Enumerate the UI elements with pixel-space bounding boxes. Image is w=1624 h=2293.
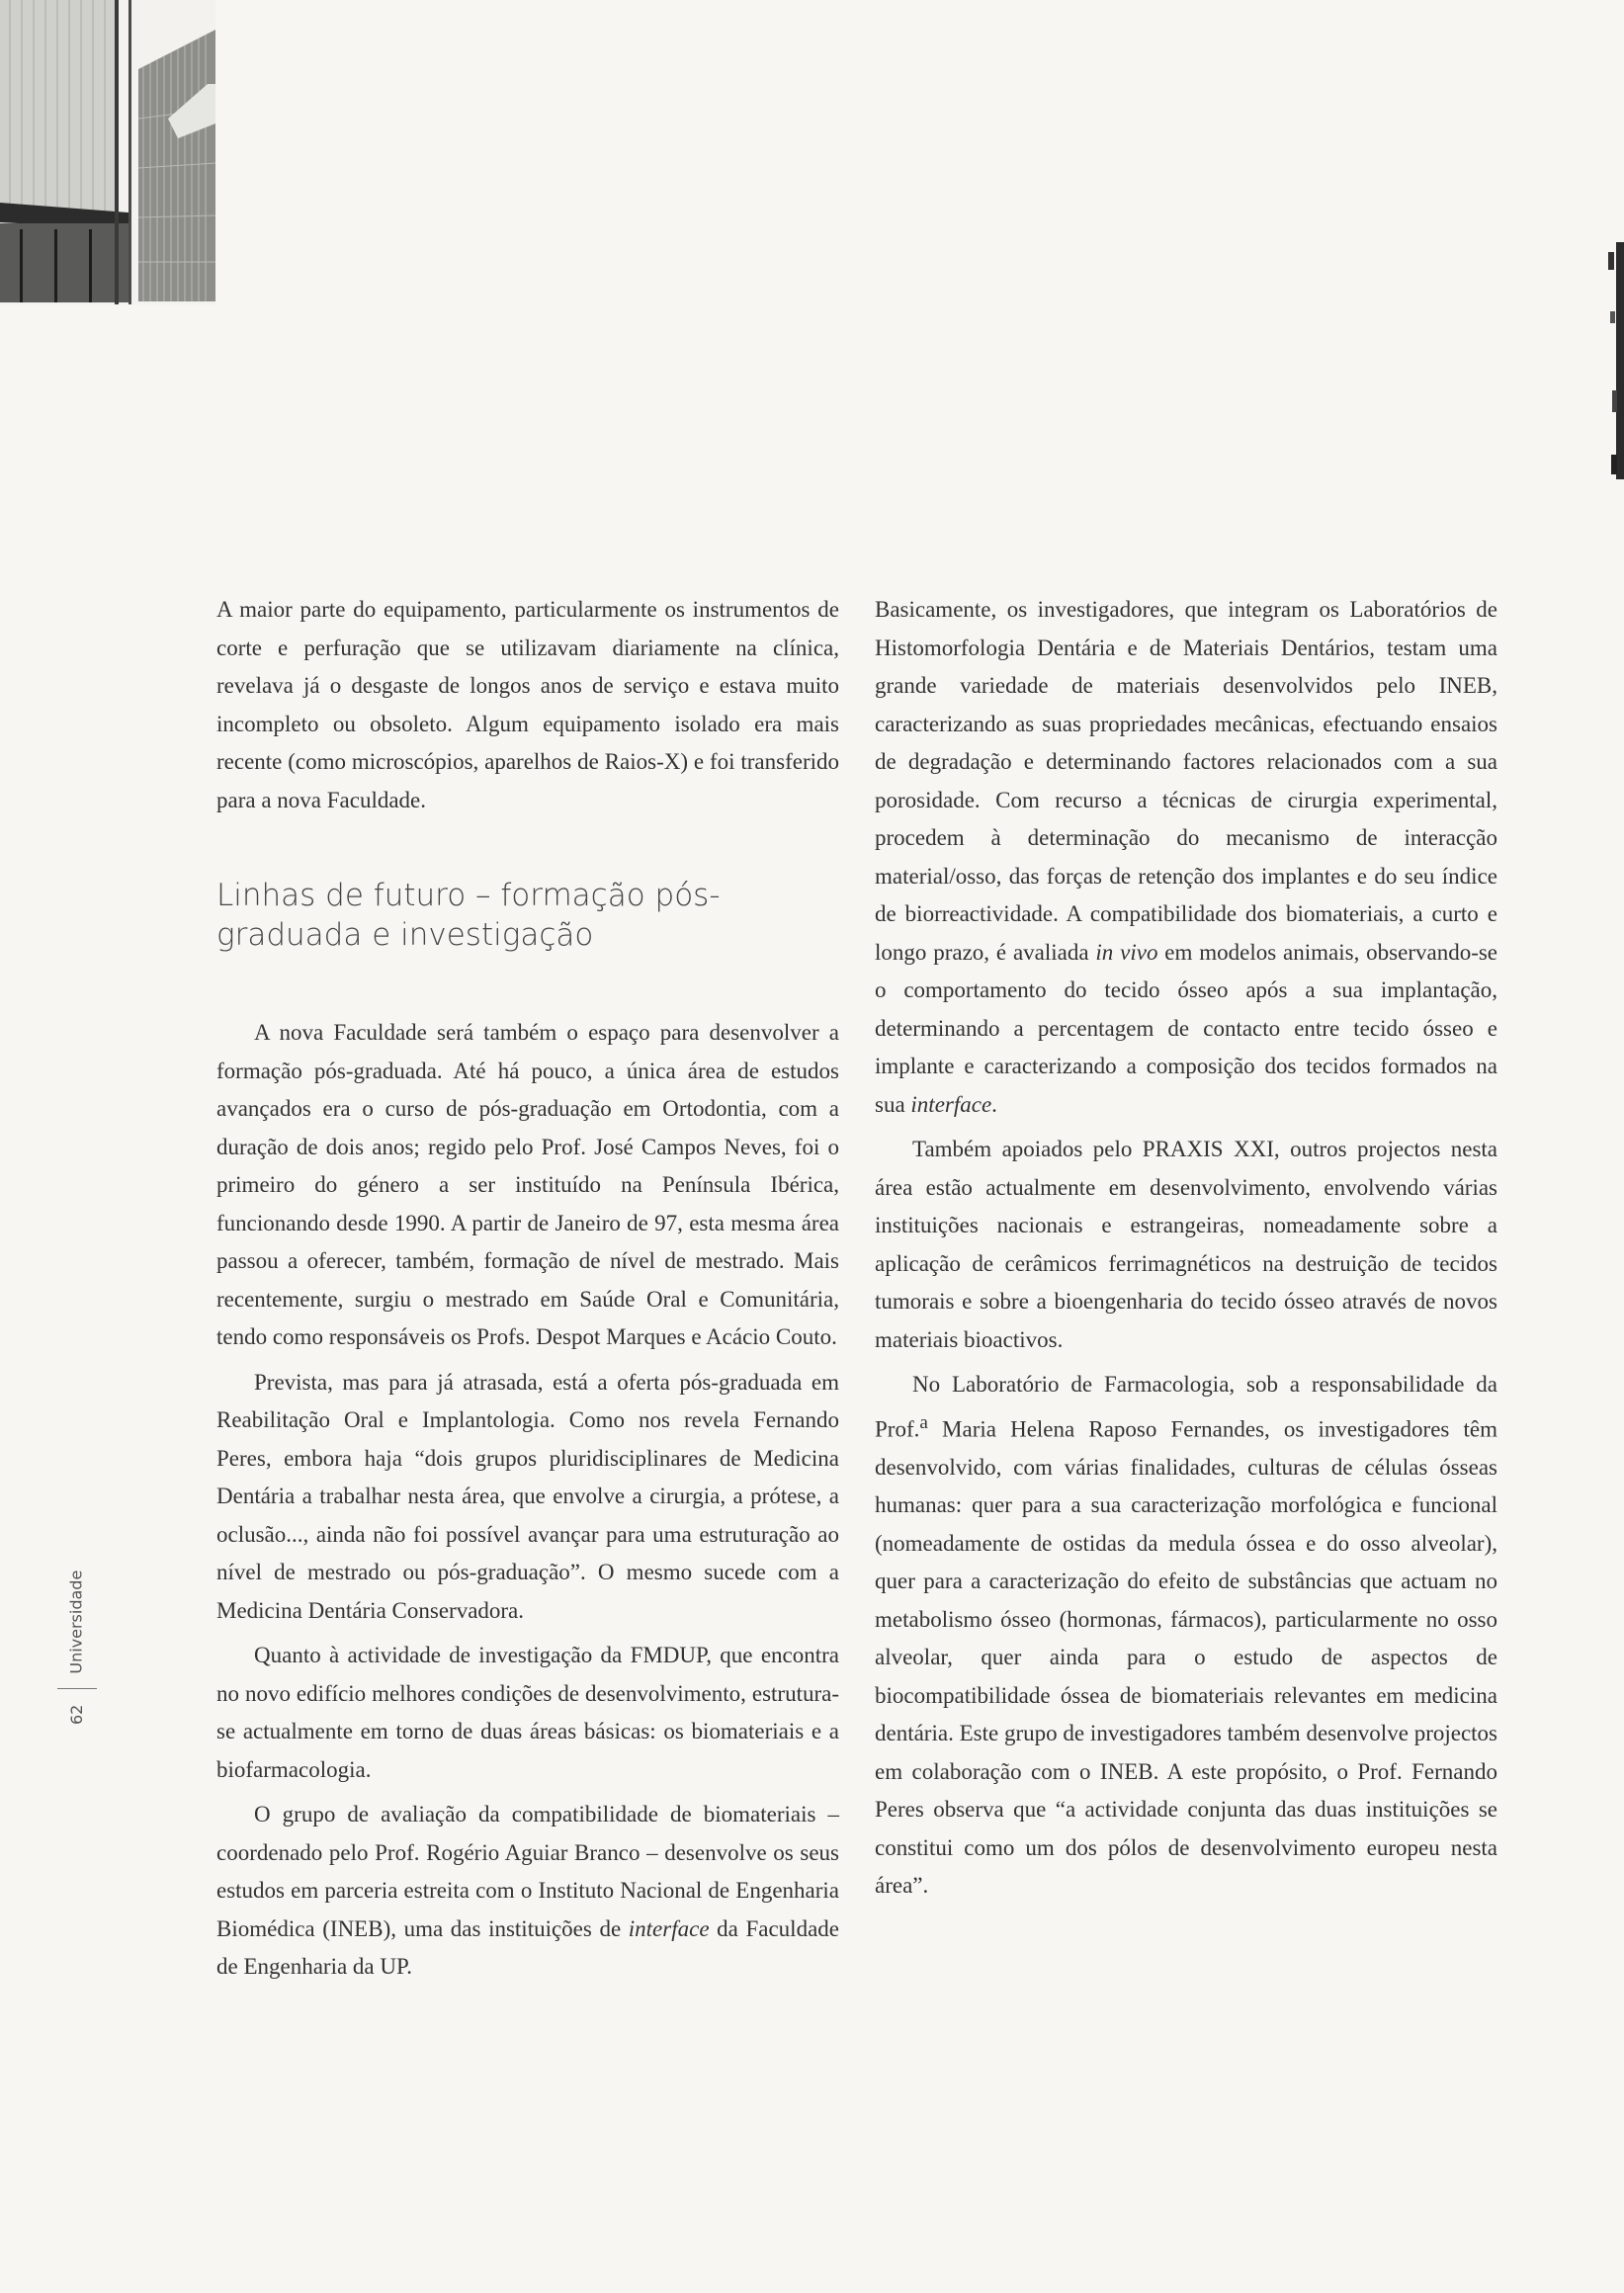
text-run: da Faculdade de Engenharia da UP.	[216, 1915, 839, 1979]
text-run: .	[991, 1091, 997, 1117]
text-run: O grupo de avaliação da compatibilidade de biomateriais – coordenado pelo Prof. Rogério Aguiar Branco – desenvolve os seus estudos em parceria estreita com o Instituto Nacional de Engenharia Biomédica (INEB), uma das instituições de	[216, 1802, 839, 1941]
running-footer	[34, 1527, 86, 1725]
paragraph: Prevista, mas para já atrasada, está a oferta pós-graduada em Reabilitação Oral e Implantologia. Como nos revela Fernando Peres, embora haja “dois grupos pluridisciplinares de Medicina Dentária a trabalhar nesta área, que envolve a cirurgia, a prótese, a oclusão..., ainda não foi possível avançar para uma estruturação ao nível de mestrado ou pós-graduação”. O mesmo sucede com a Medicina Dentária Conservadora.	[216, 1369, 839, 1623]
superscript: a	[919, 1411, 928, 1433]
italic-term: interface	[910, 1091, 992, 1117]
paragraph	[875, 591, 1497, 1124]
text-run: em modelos animais, observando-se o comportamento do tecido ósseo após a sua implantação, determinando a percentagem de contacto entre tecido ósseo e implante e caracterizando a composição dos tecidos formados na sua	[875, 939, 1498, 1117]
text-run: Basicamente, os investigadores, que integram os Laboratórios de Histomorfologia Dentária e de Materiais Dentários, testam uma grande variedade de materiais desenvolvidos pelo INEB, caracterizando as suas propriedades mecânicas, efectuando ensaios de degradação e determinando factores relacionados com a sua porosidade. Com recurso a técnicas de cirurgia experimental, procedem à determinação do mecanismo de interacção material/osso, das forças de retenção dos implantes e do seu índice de biorreactividade. A compatibilidade dos biomateriais, a curto e longo prazo, é avaliada	[875, 597, 1497, 965]
left-column	[216, 591, 839, 1994]
italic-term: in vivo	[1095, 939, 1158, 965]
section-label: Universidade	[66, 1570, 86, 1674]
edge-image-strip	[1606, 242, 1624, 479]
paragraph	[875, 1366, 1497, 1906]
footer-divider	[57, 1688, 97, 1689]
page-number: 62	[66, 1704, 86, 1725]
paragraph: Quanto à actividade de investigação da FMDUP, que encontra no novo edifício melhores condições de desenvolvimento, estrutura-se actualmente em torno de duas áreas básicas: os biomateriais e a biofarmacologia.	[216, 1643, 839, 1782]
paragraph: A nova Faculdade será também o espaço para desenvolver a formação pós-graduada. Até há pouco, a única área de estudos avançados era o curso de pós-graduação em Ortodontia, com a duração de dois anos; regido pelo Prof. José Campos Neves, foi o primeiro do género a ser instituído na Península Ibérica, funcionando desde 1990. A partir de Janeiro de 97, esta mesma área passou a oferecer, também, formação de nível de mestrado. Mais recentemente, surgiu o mestrado em Saúde Oral e Comunitária, tendo como responsáveis os Profs. Despot Marques e Acácio Couto.	[216, 1020, 839, 1349]
paragraph	[216, 1796, 839, 1987]
paragraph: A maior parte do equipamento, particularmente os instrumentos de corte e perfuração que se utilizavam diariamente na clínica, revelava já o desgaste de longos anos de serviço e estava muito incompleto ou obsoleto. Algum equipamento isolado era mais recente (como microscópios, aparelhos de Raios-X) e foi transferido para a nova Faculdade.	[216, 597, 839, 812]
text-run: Maria Helena Raposo Fernandes, os investigadores têm desenvolvido, com várias finalidades, culturas de células ósseas humanas: quer para a sua caracterização morfológica e funcional (nomeadamente de ostidas da medula óssea e do osso alveolar), quer para a caracterização do efeito de substâncias que actuam no metabolismo ósseo (hormonas, fármacos), particularmente no osso alveolar, quer ainda para o estudo de aspectos de biocompatibilidade óssea de biomateriais relevantes em medicina dentária. Este grupo de investigadores também desenvolve projectos em colaboração com o INEB. A este propósito, o Prof. Fernando Peres observa que “a actividade conjunta das duas instituições se constitui como um dos pólos de desenvolvimento europeu nesta área”.	[875, 1416, 1497, 1899]
right-column	[875, 591, 1497, 1912]
paragraph: Também apoiados pelo PRAXIS XXI, outros projectos nesta área estão actualmente em desenvolvimento, envolvendo várias instituições nacionais e estrangeiras, nomeadamente sobre a aplicação de cerâmicos ferrimagnéticos na destruição de tecidos tumorais e sobre a bioengenharia do tecido ósseo através de novos materiais bioactivos.	[875, 1137, 1497, 1352]
section-heading: Linhas de futuro – formação pós-graduada e investigação	[216, 878, 721, 953]
italic-term: interface	[628, 1915, 710, 1941]
building-photo	[0, 0, 215, 304]
text-run: No Laboratório de Farmacologia, sob a responsabilidade da Prof.	[875, 1372, 1497, 1442]
